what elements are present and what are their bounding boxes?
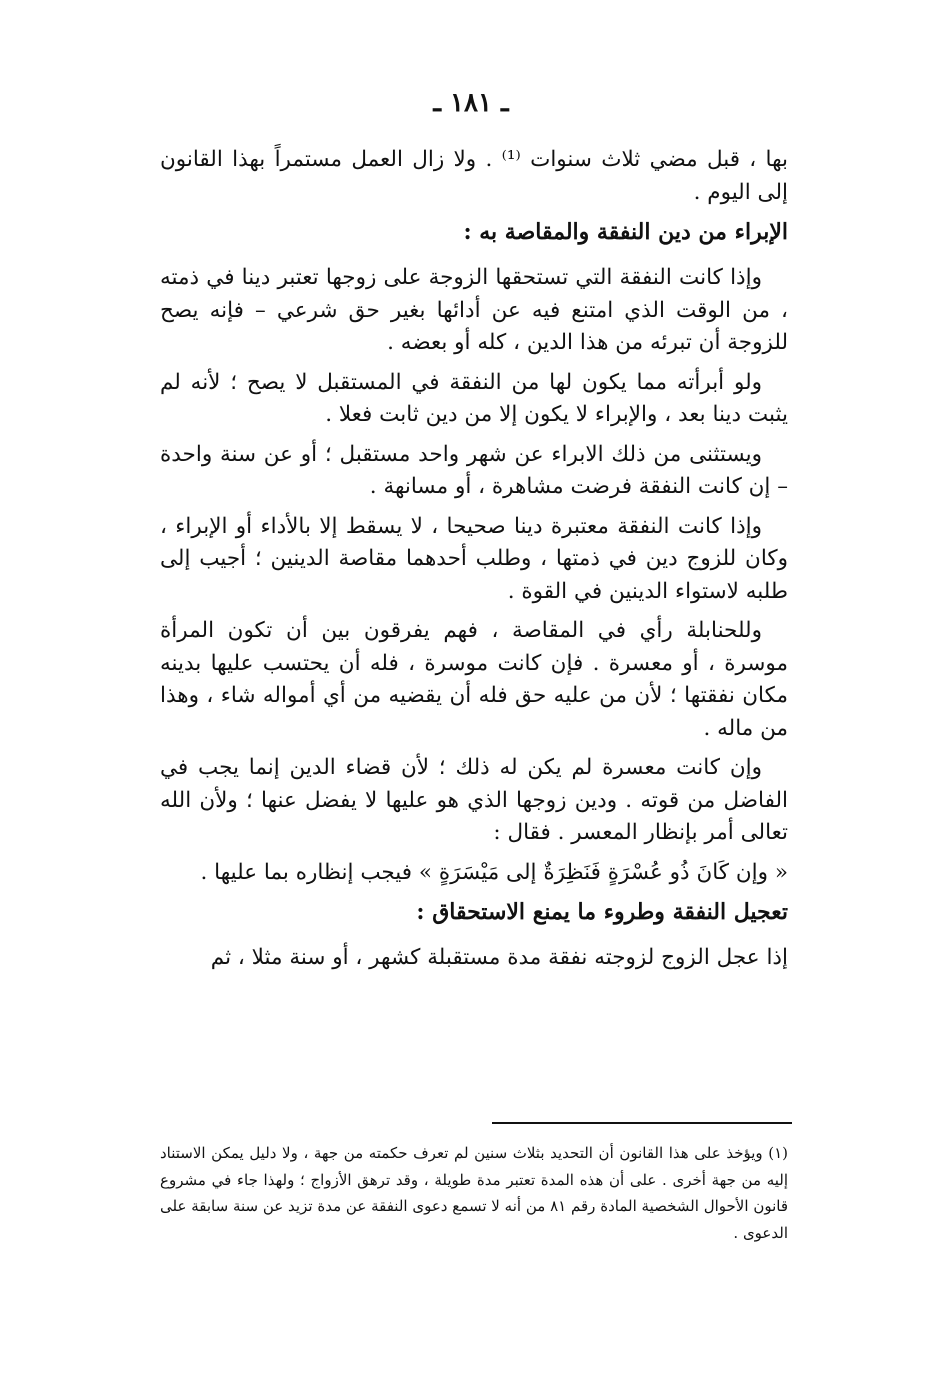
paragraph-hanabila: وللحنابلة رأي في المقاصة ، فهم يفرقون بين أن تكون المرأة موسرة ، أو معسرة . فإن كانت موسرة ، فله أن يحتسب عليها بدينه مكان نفقتها ؛ لأن من عليه حق فله أن يقضيه من أي أمواله شاء ، وهذا من ماله . xyxy=(160,618,788,741)
paragraph-ibra-1: وإذا كانت النفقة التي تستحقها الزوجة على زوجها تعتبر دينا في ذمته ، من الوقت الذي امتنع فيه عن أدائها بغير حق شرعي – فإنه يصح للزوجة أن تبرئه من هذا الدين ، كله أو بعضه . xyxy=(160,265,788,355)
main-text xyxy=(160,144,788,982)
footnotes xyxy=(160,1140,788,1246)
footnote-1: (١) ويؤخذ على هذا القانون أن التحديد بثلاث سنين لم تعرف حكمته من جهة ، ولا دليل يمكن الاستناد إليه من جهة أخرى . على أن هذه المدة تعتبر مدة طويلة ، وقد ترهق الأزواج ؛ ولهذا جاء في مشروع قانون الأحوال الشخصية المادة رقم ٨١ من أنه لا تسمع دعوى النفقة عن مدة تزيد عن سنة سابقة على الدعوى . xyxy=(160,1144,788,1242)
paragraph-ibra-3: ويستثنى من ذلك الابراء عن شهر واحد مستقبل ؛ أو عن سنة واحدة – إن كانت النفقة فرضت مشاهرة ، أو مسانهة . xyxy=(160,441,788,499)
paragraph-tajil-1: إذا عجل الزوج لزوجته نفقة مدة مستقبلة كشهر ، أو سنة مثلا ، ثم xyxy=(210,945,788,970)
paragraph-musira: وإن كانت معسرة لم يكن له ذلك ؛ لأن قضاء الدين إنما يجب في الفاضل من قوته . ودين زوجها الذي هو عليها لا يفضل عنها ؛ ولأن الله تعالى أمر بإنظار المعسر . فقال : xyxy=(160,755,788,845)
quran-quote-paragraph: « وإن كَانَ ذُو عُسْرَةٍ فَنَظِرَةٌ إلى مَيْسَرَةٍ » فيجب إنظاره بما عليها . xyxy=(200,859,788,885)
footnote-divider xyxy=(492,1122,792,1124)
paragraph-continuation: بها ، قبل مضي ثلاث سنوات ⁽¹⁾ . ولا زال العمل مستمراً بهذا القانون إلى اليوم . xyxy=(160,147,788,205)
paragraph-muqassa-1: وإذا كانت النفقة معتبرة دينا صحيحا ، لا يسقط إلا بالأداء أو الإبراء ، وكان للزوج دين في ذمتها ، وطلب أحدهما مقاصة الدينين ؛ أجيب إلى طلبه لاستواء الدينين في القوة . xyxy=(160,513,788,604)
page-number: ـ ١٨١ ـ xyxy=(433,88,509,118)
section-heading-ibra: الإبراء من دين النفقة والمقاصة به : xyxy=(463,219,788,245)
section-heading-tajil: تعجيل النفقة وطروء ما يمنع الاستحقاق : xyxy=(416,899,788,925)
paragraph-ibra-2: ولو أبرأته مما يكون لها من النفقة في المستقبل لا يصح ؛ لأنه لم يثبت دينا بعد ، والإبراء لا يكون إلا من دين ثابت فعلا . xyxy=(160,369,788,427)
